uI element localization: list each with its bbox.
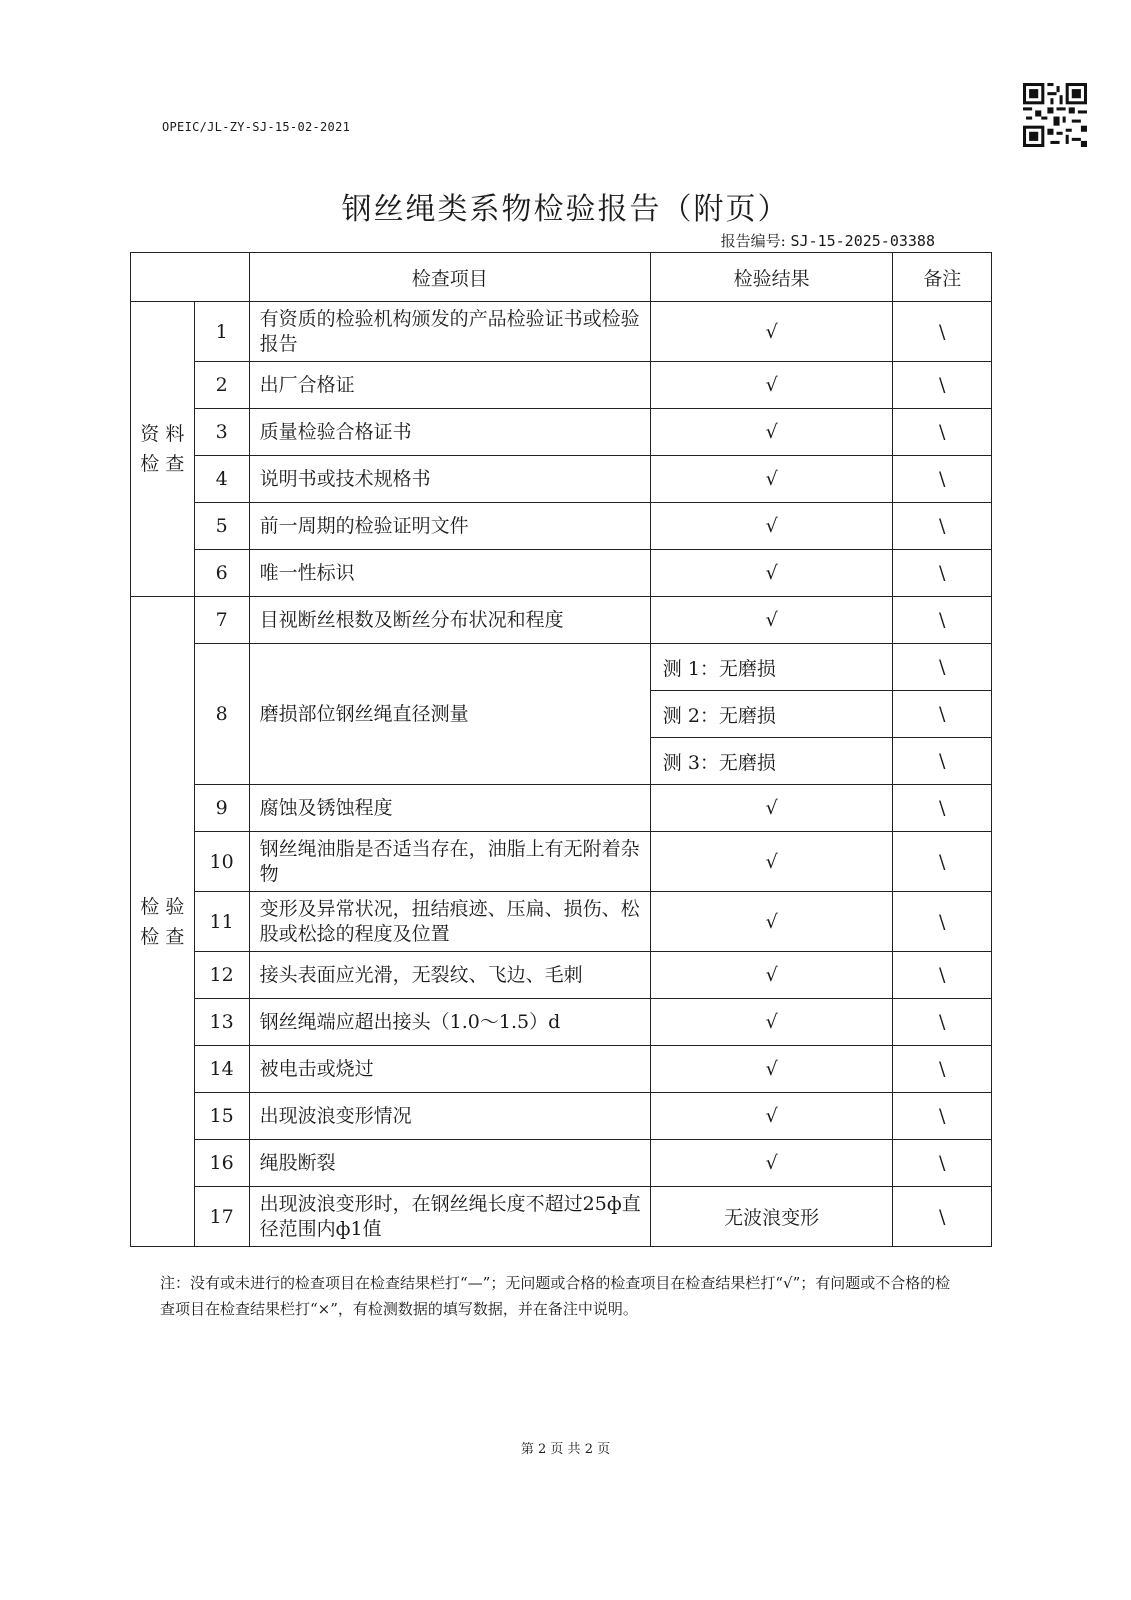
row-result: √ [650,302,893,362]
table-row [131,952,992,999]
row-item: 出现波浪变形情况 [249,1093,650,1140]
row-remark: \ [893,409,992,456]
row-result: √ [650,785,893,832]
row-result: √ [650,1046,893,1093]
category-document-check: 资 料 检 查 [131,302,195,597]
header-result: 检验结果 [650,253,893,302]
row-result: √ [650,597,893,644]
row-number: 16 [194,1140,249,1187]
row-number: 5 [194,503,249,550]
row-remark: \ [893,738,992,785]
report-title: 钢丝绳类系物检验报告（附页） [341,192,790,227]
page-footer: 第 2 页 共 2 页 [520,1442,611,1457]
row-remark: \ [893,785,992,832]
row-item: 有资质的检验机构颁发的产品检验证书或检验报告 [249,302,650,362]
row-number: 6 [194,550,249,597]
header-blank-cell [131,253,250,302]
row-item: 前一周期的检验证明文件 [249,503,650,550]
row-item: 质量检验合格证书 [249,409,650,456]
row-number: 10 [194,832,249,892]
row-remark: \ [893,597,992,644]
table-row [131,597,992,644]
row-result: √ [650,409,893,456]
table-row [131,1093,992,1140]
row-result: √ [650,952,893,999]
row-number: 14 [194,1046,249,1093]
row-result: √ [650,1093,893,1140]
row-item: 钢丝绳端应超出接头（1.0～1.5）d [249,999,650,1046]
row-sub-result: 测 2：无磨损 [650,691,893,738]
row-result: 无波浪变形 [650,1187,893,1247]
row-result: √ [650,832,893,892]
row-result: √ [650,999,893,1046]
row-remark: \ [893,550,992,597]
row-number: 11 [194,892,249,952]
row-item: 腐蚀及锈蚀程度 [249,785,650,832]
table-header-row [131,253,992,302]
row-remark: \ [893,456,992,503]
row-remark: \ [893,691,992,738]
row-item: 目视断丝根数及断丝分布状况和程度 [249,597,650,644]
report-number-label: 报告编号: [720,232,786,250]
table-row [131,999,992,1046]
header-item: 检查项目 [249,253,650,302]
row-item: 出现波浪变形时，在钢丝绳长度不超过25ф直径范围内ф1值 [249,1187,650,1247]
table-row [131,362,992,409]
table-row [131,550,992,597]
inspection-table [130,252,992,1247]
row-remark: \ [893,644,992,691]
row-remark: \ [893,362,992,409]
table-row [131,1046,992,1093]
row-item: 接头表面应光滑，无裂纹、飞边、毛刺 [249,952,650,999]
table-row [131,302,992,362]
row-number: 1 [194,302,249,362]
row-remark: \ [893,832,992,892]
report-number [721,230,935,251]
row-remark: \ [893,1187,992,1247]
row-result: √ [650,1140,893,1187]
row-number: 7 [194,597,249,644]
table-row [131,892,992,952]
row-number: 2 [194,362,249,409]
row-number: 9 [194,785,249,832]
row-remark: \ [893,302,992,362]
table-row [131,1140,992,1187]
row-result: √ [650,503,893,550]
row-item: 变形及异常状况，扭结痕迹、压扁、损伤、松股或松捻的程度及位置 [249,892,650,952]
row-item: 被电击或烧过 [249,1046,650,1093]
row-remark: \ [893,892,992,952]
qr-code-icon [1023,83,1087,147]
row-number: 15 [194,1093,249,1140]
row-number: 3 [194,409,249,456]
table-row [131,1187,992,1247]
row-item: 磨损部位钢丝绳直径测量 [249,644,650,785]
row-result: √ [650,456,893,503]
row-remark: \ [893,503,992,550]
table-row [131,409,992,456]
row-item: 出厂合格证 [249,362,650,409]
table-row [131,644,992,691]
row-remark: \ [893,999,992,1046]
table-row [131,785,992,832]
document-code: OPEIC/JL-ZY-SJ-15-02-2021 [162,120,351,134]
table-row [131,456,992,503]
table-row [131,832,992,892]
row-item: 唯一性标识 [249,550,650,597]
row-result: √ [650,362,893,409]
header-remark: 备注 [893,253,992,302]
row-remark: \ [893,1093,992,1140]
row-number: 4 [194,456,249,503]
row-result: √ [650,550,893,597]
row-result: √ [650,892,893,952]
row-sub-result: 测 3：无磨损 [650,738,893,785]
row-item: 说明书或技术规格书 [249,456,650,503]
row-remark: \ [893,1046,992,1093]
category-inspection-check: 检 验 检 查 [131,597,195,1247]
row-number: 13 [194,999,249,1046]
row-remark: \ [893,952,992,999]
row-number: 12 [194,952,249,999]
table-row [131,503,992,550]
row-number: 17 [194,1187,249,1247]
note-text: 注：没有或未进行的检查项目在检查结果栏打“—”；无问题或合格的检查项目在检查结果栏打“√”；有问题或不合格的检查项目在检查结果栏打“×”，有检测数据的填写数据，并在备注中说明。 [160,1274,951,1318]
row-remark: \ [893,1140,992,1187]
report-number-value: SJ-15-2025-03388 [790,232,935,250]
row-number: 8 [194,644,249,785]
row-item: 钢丝绳油脂是否适当存在，油脂上有无附着杂物 [249,832,650,892]
row-sub-result: 测 1：无磨损 [650,644,893,691]
row-item: 绳股断裂 [249,1140,650,1187]
